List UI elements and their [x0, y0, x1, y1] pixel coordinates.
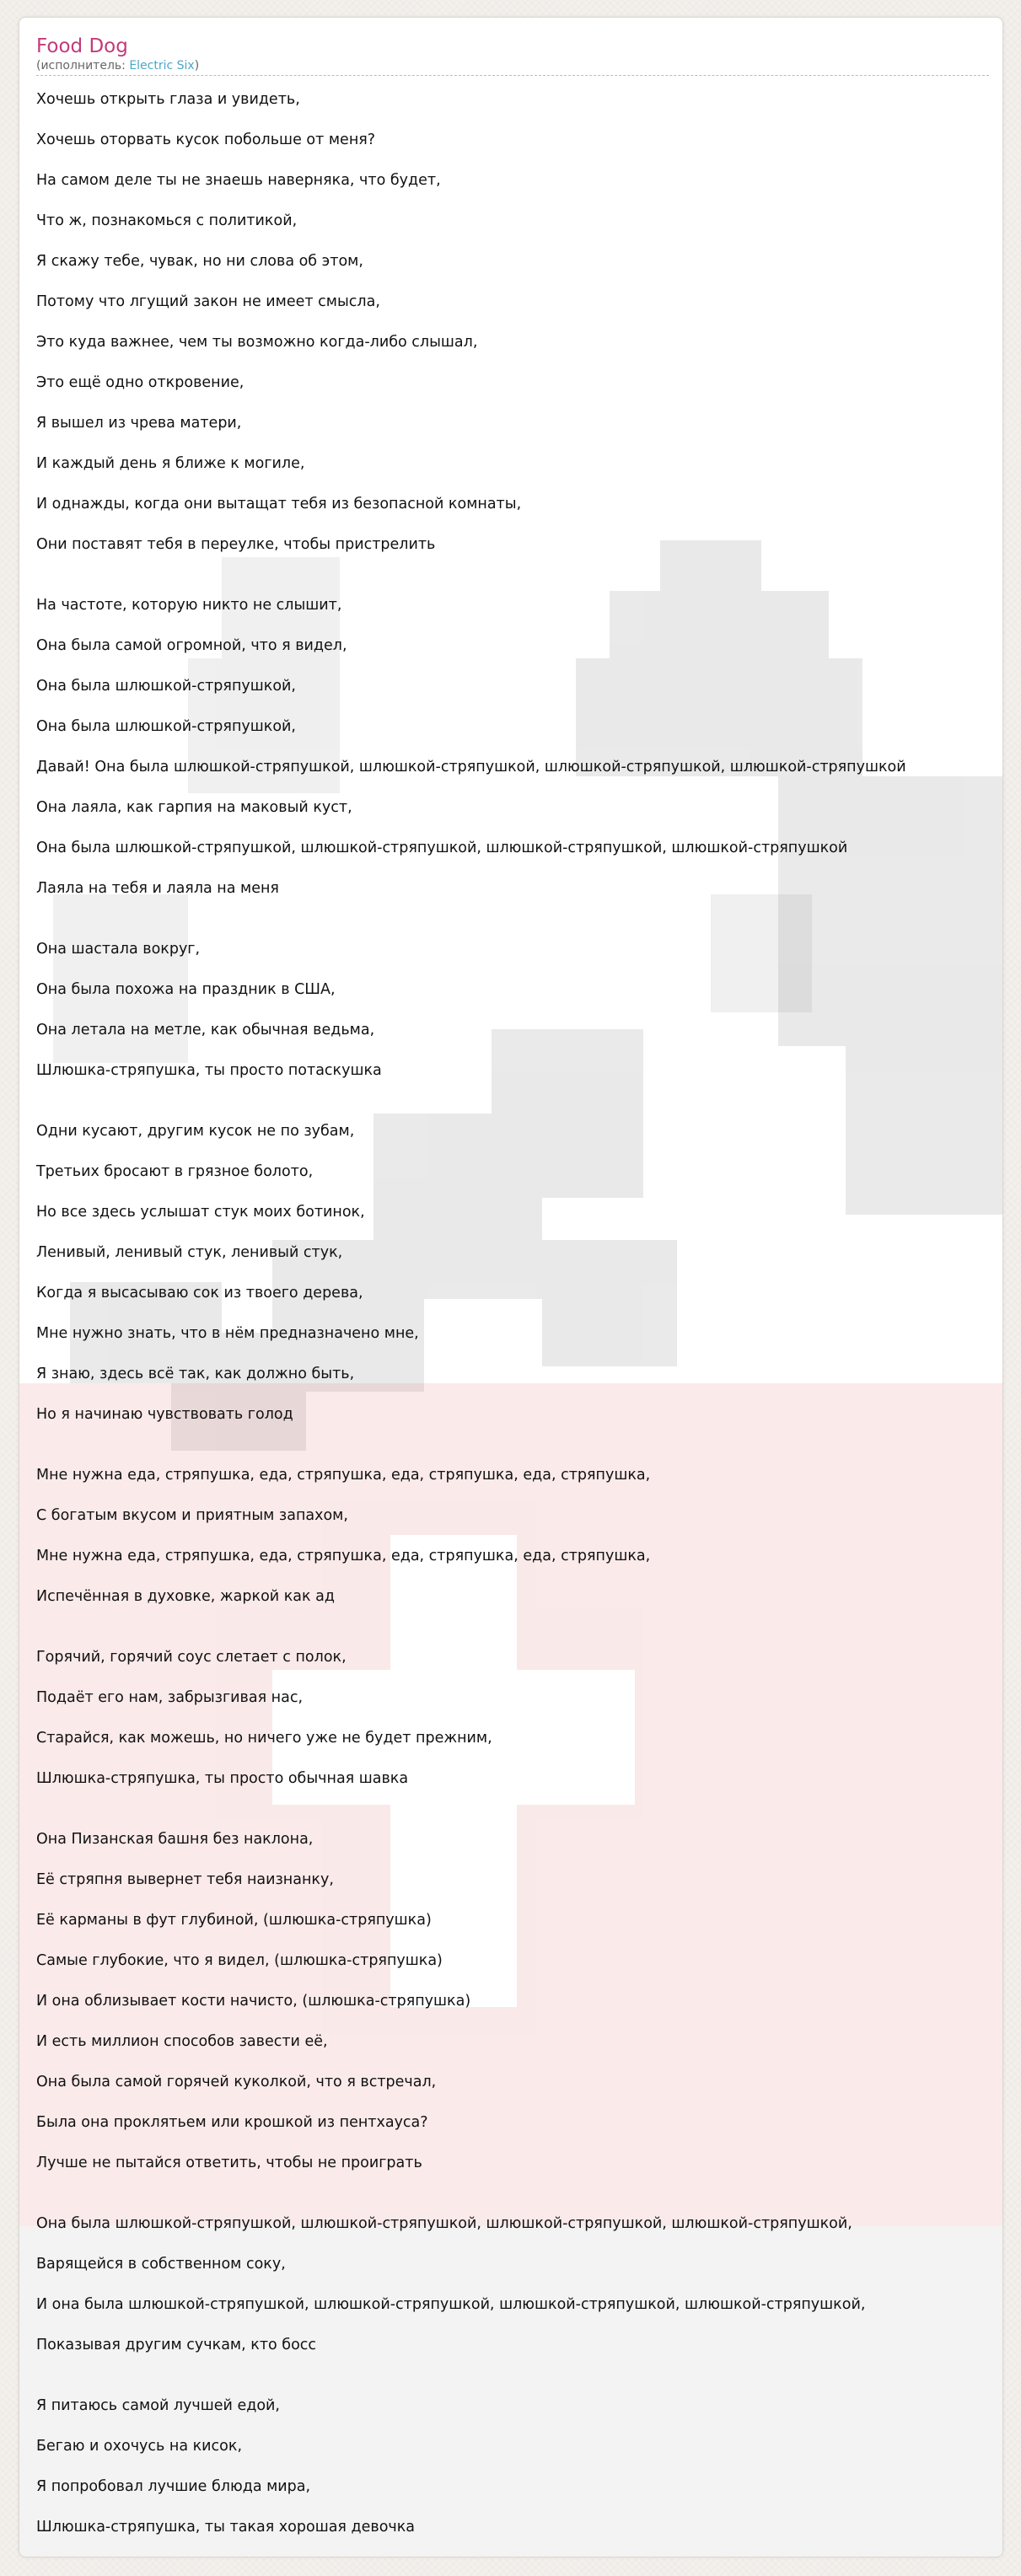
stanza-gap	[36, 1091, 1002, 1111]
lyric-line: Она была шлюшкой-стряпушкой,	[36, 718, 296, 735]
lyric-line: Но я начинаю чувствовать голод	[36, 1406, 293, 1423]
lyric-line: Показывая другим сучкам, кто босс	[36, 2337, 317, 2353]
lyric-line: Но все здесь услышат стук моих ботинок,	[36, 1204, 365, 1221]
lyric-line: Она была шлюшкой-стряпушкой,	[36, 678, 296, 695]
lyric-line: Бегаю и охочусь на кисок,	[36, 2438, 243, 2455]
lyric-line: На самом деле ты не знаешь наверняка, что будет,	[36, 172, 441, 189]
lyric-line: Мне нужна еда, стряпушка, еда, стряпушка, еда, стряпушка, еда, стряпушка,	[36, 1467, 651, 1484]
lyric-line: Я знаю, здесь всё так, как должно быть,	[36, 1366, 355, 1382]
lyric-line: Одни кусают, другим кусок не по зубам,	[36, 1123, 355, 1140]
stanza-gap	[36, 1435, 1002, 1455]
stanza-gap	[36, 1799, 1002, 1819]
lyrics-card	[19, 17, 1003, 2557]
lyric-line: Мне нужно знать, что в нём предназначено мне,	[36, 1325, 419, 1342]
lyric-line: Она лаяла, как гарпия на маковый куст,	[36, 799, 352, 816]
lyric-line: Шлюшка-стряпушка, ты просто потаскушка	[36, 1062, 382, 1079]
lyric-line: Была она проклятьем или крошкой из пентхауса?	[36, 2114, 428, 2131]
stanza-gap	[36, 909, 1002, 929]
stanza-gap	[36, 2183, 1002, 2203]
artist-suffix: )	[194, 59, 200, 72]
stanza	[36, 79, 1002, 565]
lyric-line: Её стряпня вывернет тебя наизнанку,	[36, 1871, 334, 1888]
lyric-line: Шлюшка-стряпушка, ты такая хорошая девочка	[36, 2519, 416, 2536]
lyric-line: Я скажу тебе, чувак, но ни слова об этом,	[36, 253, 363, 270]
lyric-line: Лучше не пытайся ответить, чтобы не проиграть	[36, 2155, 422, 2171]
lyrics-content	[19, 18, 1002, 2547]
stanza	[36, 1819, 1002, 2183]
stanza	[36, 2203, 1002, 2365]
lyric-line: Ленивый, ленивый стук, ленивый стук,	[36, 1244, 343, 1261]
artist-prefix: (исполнитель:	[36, 59, 130, 72]
stanza	[36, 1637, 1002, 1799]
lyric-line: Когда я высасываю сок из твоего дерева,	[36, 1285, 363, 1301]
lyric-line: И есть миллион способов завести её,	[36, 2033, 328, 2050]
lyric-line: Хочешь оторвать кусок побольше от меня?	[36, 131, 376, 148]
artist-line	[36, 58, 989, 76]
lyric-line: Я попробовал лучшие блюда мира,	[36, 2478, 311, 2495]
lyric-line: Горячий, горячий соус слетает с полок,	[36, 1649, 347, 1666]
lyric-line: Варящейся в собственном соку,	[36, 2256, 286, 2273]
lyric-line: Давай! Она была шлюшкой-стряпушкой, шлюшкой-стряпушкой, шлюшкой-стряпушкой, шлюшкой-стряпушкой	[36, 759, 906, 775]
artist-link[interactable]: Electric Six	[129, 59, 195, 72]
stanza	[36, 1455, 1002, 1617]
lyric-line: И она была шлюшкой-стряпушкой, шлюшкой-стряпушкой, шлюшкой-стряпушкой, шлюшкой-стряпушкой,	[36, 2296, 866, 2313]
lyric-line: Это куда важнее, чем ты возможно когда-либо слышал,	[36, 334, 478, 351]
lyrics-body	[36, 79, 1002, 2547]
lyric-line: Она Пизанская башня без наклона,	[36, 1831, 314, 1848]
lyric-line: Я вышел из чрева матери,	[36, 415, 242, 432]
lyric-line: И она облизывает кости начисто, (шлюшка-стряпушка)	[36, 1993, 471, 2010]
lyric-line: Она была самой огромной, что я видел,	[36, 637, 347, 654]
stanza-gap	[36, 1617, 1002, 1637]
lyric-line: Испечённая в духовке, жаркой как ад	[36, 1588, 335, 1605]
lyric-line: И однажды, когда они вытащат тебя из безопасной комнаты,	[36, 496, 522, 513]
lyric-line: Я питаюсь самой лучшей едой,	[36, 2397, 280, 2414]
lyric-line: Подаёт его нам, забрызгивая нас,	[36, 1689, 304, 1706]
lyric-line: Она была шлюшкой-стряпушкой, шлюшкой-стряпушкой, шлюшкой-стряпушкой, шлюшкой-стряпушкой,	[36, 2215, 852, 2232]
stanza	[36, 2385, 1002, 2547]
lyric-line: Шлюшка-стряпушка, ты просто обычная шавка	[36, 1770, 409, 1787]
lyric-line: Мне нужна еда, стряпушка, еда, стряпушка, еда, стряпушка, еда, стряпушка,	[36, 1548, 651, 1564]
stanza	[36, 929, 1002, 1091]
lyric-line: Она была самой горячей куколкой, что я встречал,	[36, 2074, 437, 2090]
lyric-line: Потому что лгущий закон не имеет смысла,	[36, 293, 380, 310]
lyric-line: Самые глубокие, что я видел, (шлюшка-стряпушка)	[36, 1952, 443, 1969]
lyric-line: Она шастала вокруг,	[36, 941, 201, 958]
lyric-line: Что ж, познакомься с политикой,	[36, 212, 298, 229]
lyric-line: Они поставят тебя в переулке, чтобы пристрелить	[36, 536, 436, 553]
lyric-line: Третьих бросают в грязное болото,	[36, 1163, 314, 1180]
stanza	[36, 1111, 1002, 1435]
lyric-line: С богатым вкусом и приятным запахом,	[36, 1507, 348, 1524]
lyric-line: Лаяла на тебя и лаяла на меня	[36, 880, 279, 897]
lyric-line: Её карманы в фут глубиной, (шлюшка-стряпушка)	[36, 1912, 432, 1929]
lyric-line: Она была шлюшкой-стряпушкой, шлюшкой-стряпушкой, шлюшкой-стряпушкой, шлюшкой-стряпушкой	[36, 840, 848, 856]
lyric-line: На частоте, которую никто не слышит,	[36, 597, 342, 614]
lyric-line: Она летала на метле, как обычная ведьма,	[36, 1022, 375, 1038]
lyric-line: Она была похожа на праздник в США,	[36, 981, 336, 998]
song-title: Food Dog	[36, 35, 128, 57]
stanza-gap	[36, 2365, 1002, 2385]
stanza-gap	[36, 565, 1002, 585]
lyric-line: Хочешь открыть глаза и увидеть,	[36, 91, 300, 108]
lyric-line: И каждый день я ближе к могиле,	[36, 455, 305, 472]
stanza	[36, 585, 1002, 909]
lyric-line: Старайся, как можешь, но ничего уже не будет прежним,	[36, 1730, 492, 1747]
lyric-line: Это ещё одно откровение,	[36, 374, 245, 391]
